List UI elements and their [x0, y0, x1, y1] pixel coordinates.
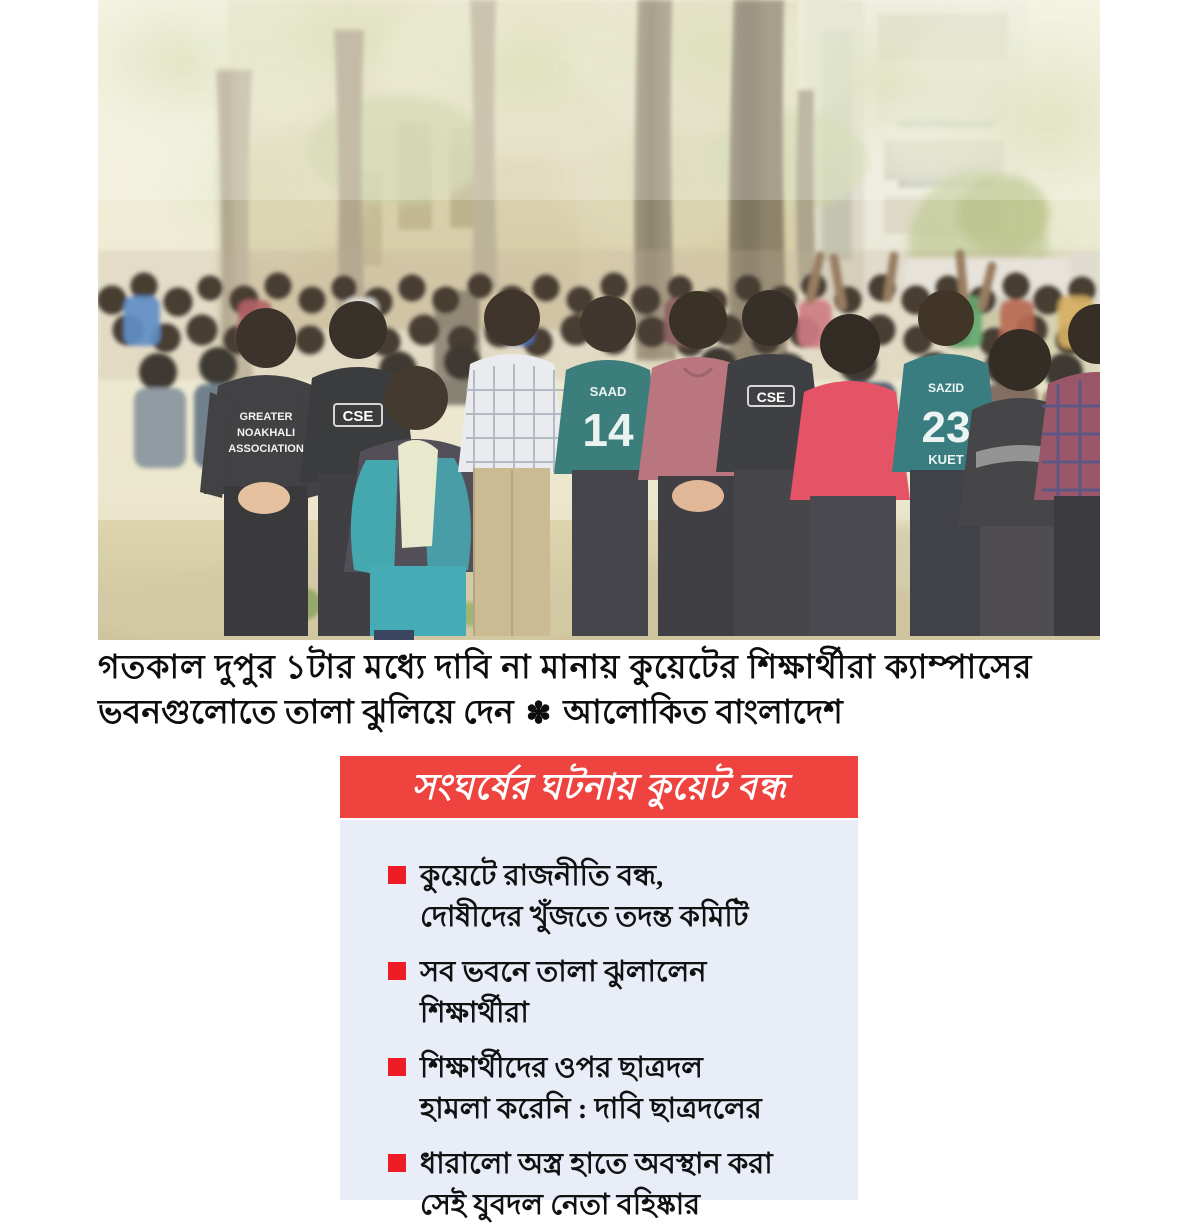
caption-line-2 [98, 691, 1102, 736]
bullet-line-2: হামলা করেনি : দাবি ছাত্রদলের [420, 1093, 762, 1125]
caption-source: আলোকিত বাংলাদেশ [563, 695, 843, 731]
photo-caption [98, 646, 1102, 736]
bullet-square-icon [388, 866, 406, 884]
summary-panel [340, 820, 858, 1221]
bullet-line-2: দোষীদের খুঁজতে তদন্ত কমিটি [420, 901, 749, 933]
svg-text:CSE: CSE [756, 389, 786, 405]
svg-text:SAZID: SAZID [928, 381, 964, 395]
news-photo-image [98, 0, 1100, 640]
news-photo [98, 0, 1100, 640]
svg-text:14: 14 [582, 404, 634, 456]
list-item [340, 1144, 858, 1226]
caption-separator-asterisk-icon: ✽ [525, 697, 552, 730]
bullet-line-1: সব ভবনে তালা ঝুলালেন [420, 956, 707, 988]
svg-text:KUET: KUET [928, 452, 964, 467]
svg-text:SAAD: SAAD [589, 384, 627, 399]
bullet-square-icon [388, 1058, 406, 1076]
bullet-line-1: ধারালো অস্ত্র হাতে অবস্থান করা [420, 1148, 773, 1180]
list-item [340, 856, 858, 938]
bullet-square-icon [388, 1154, 406, 1172]
svg-text:23: 23 [921, 403, 971, 452]
caption-line-1: গতকাল দুপুর ১টার মধ্যে দাবি না মানায় কুয়েটের শিক্ষার্থীরা ক্যাম্পাসের [98, 650, 1033, 686]
svg-text:ASSOCIATION: ASSOCIATION [228, 443, 304, 455]
list-item [340, 952, 858, 1034]
svg-text:NOAKHALI: NOAKHALI [236, 427, 296, 439]
bullet-line-2: শিক্ষার্থীরা [420, 997, 529, 1029]
caption-line-2-text: ভবনগুলোতে তালা ঝুলিয়ে দেন [98, 695, 514, 731]
bullet-line-2: সেই যুবদল নেতা বহিষ্কার [420, 1189, 701, 1221]
bullet-square-icon [388, 962, 406, 980]
svg-text:GREATER: GREATER [239, 411, 293, 423]
bullet-line-1: কুয়েটে রাজনীতি বন্ধ, [420, 860, 664, 892]
headline-banner [340, 756, 858, 818]
bullet-line-1: শিক্ষার্থীদের ওপর ছাত্রদল [420, 1052, 703, 1084]
summary-bullet-list [340, 820, 858, 1226]
list-item [340, 1048, 858, 1130]
headline-text: সংঘর্ষের ঘটনায় কুয়েট বন্ধ [411, 767, 787, 807]
svg-text:CSE: CSE [342, 408, 374, 425]
